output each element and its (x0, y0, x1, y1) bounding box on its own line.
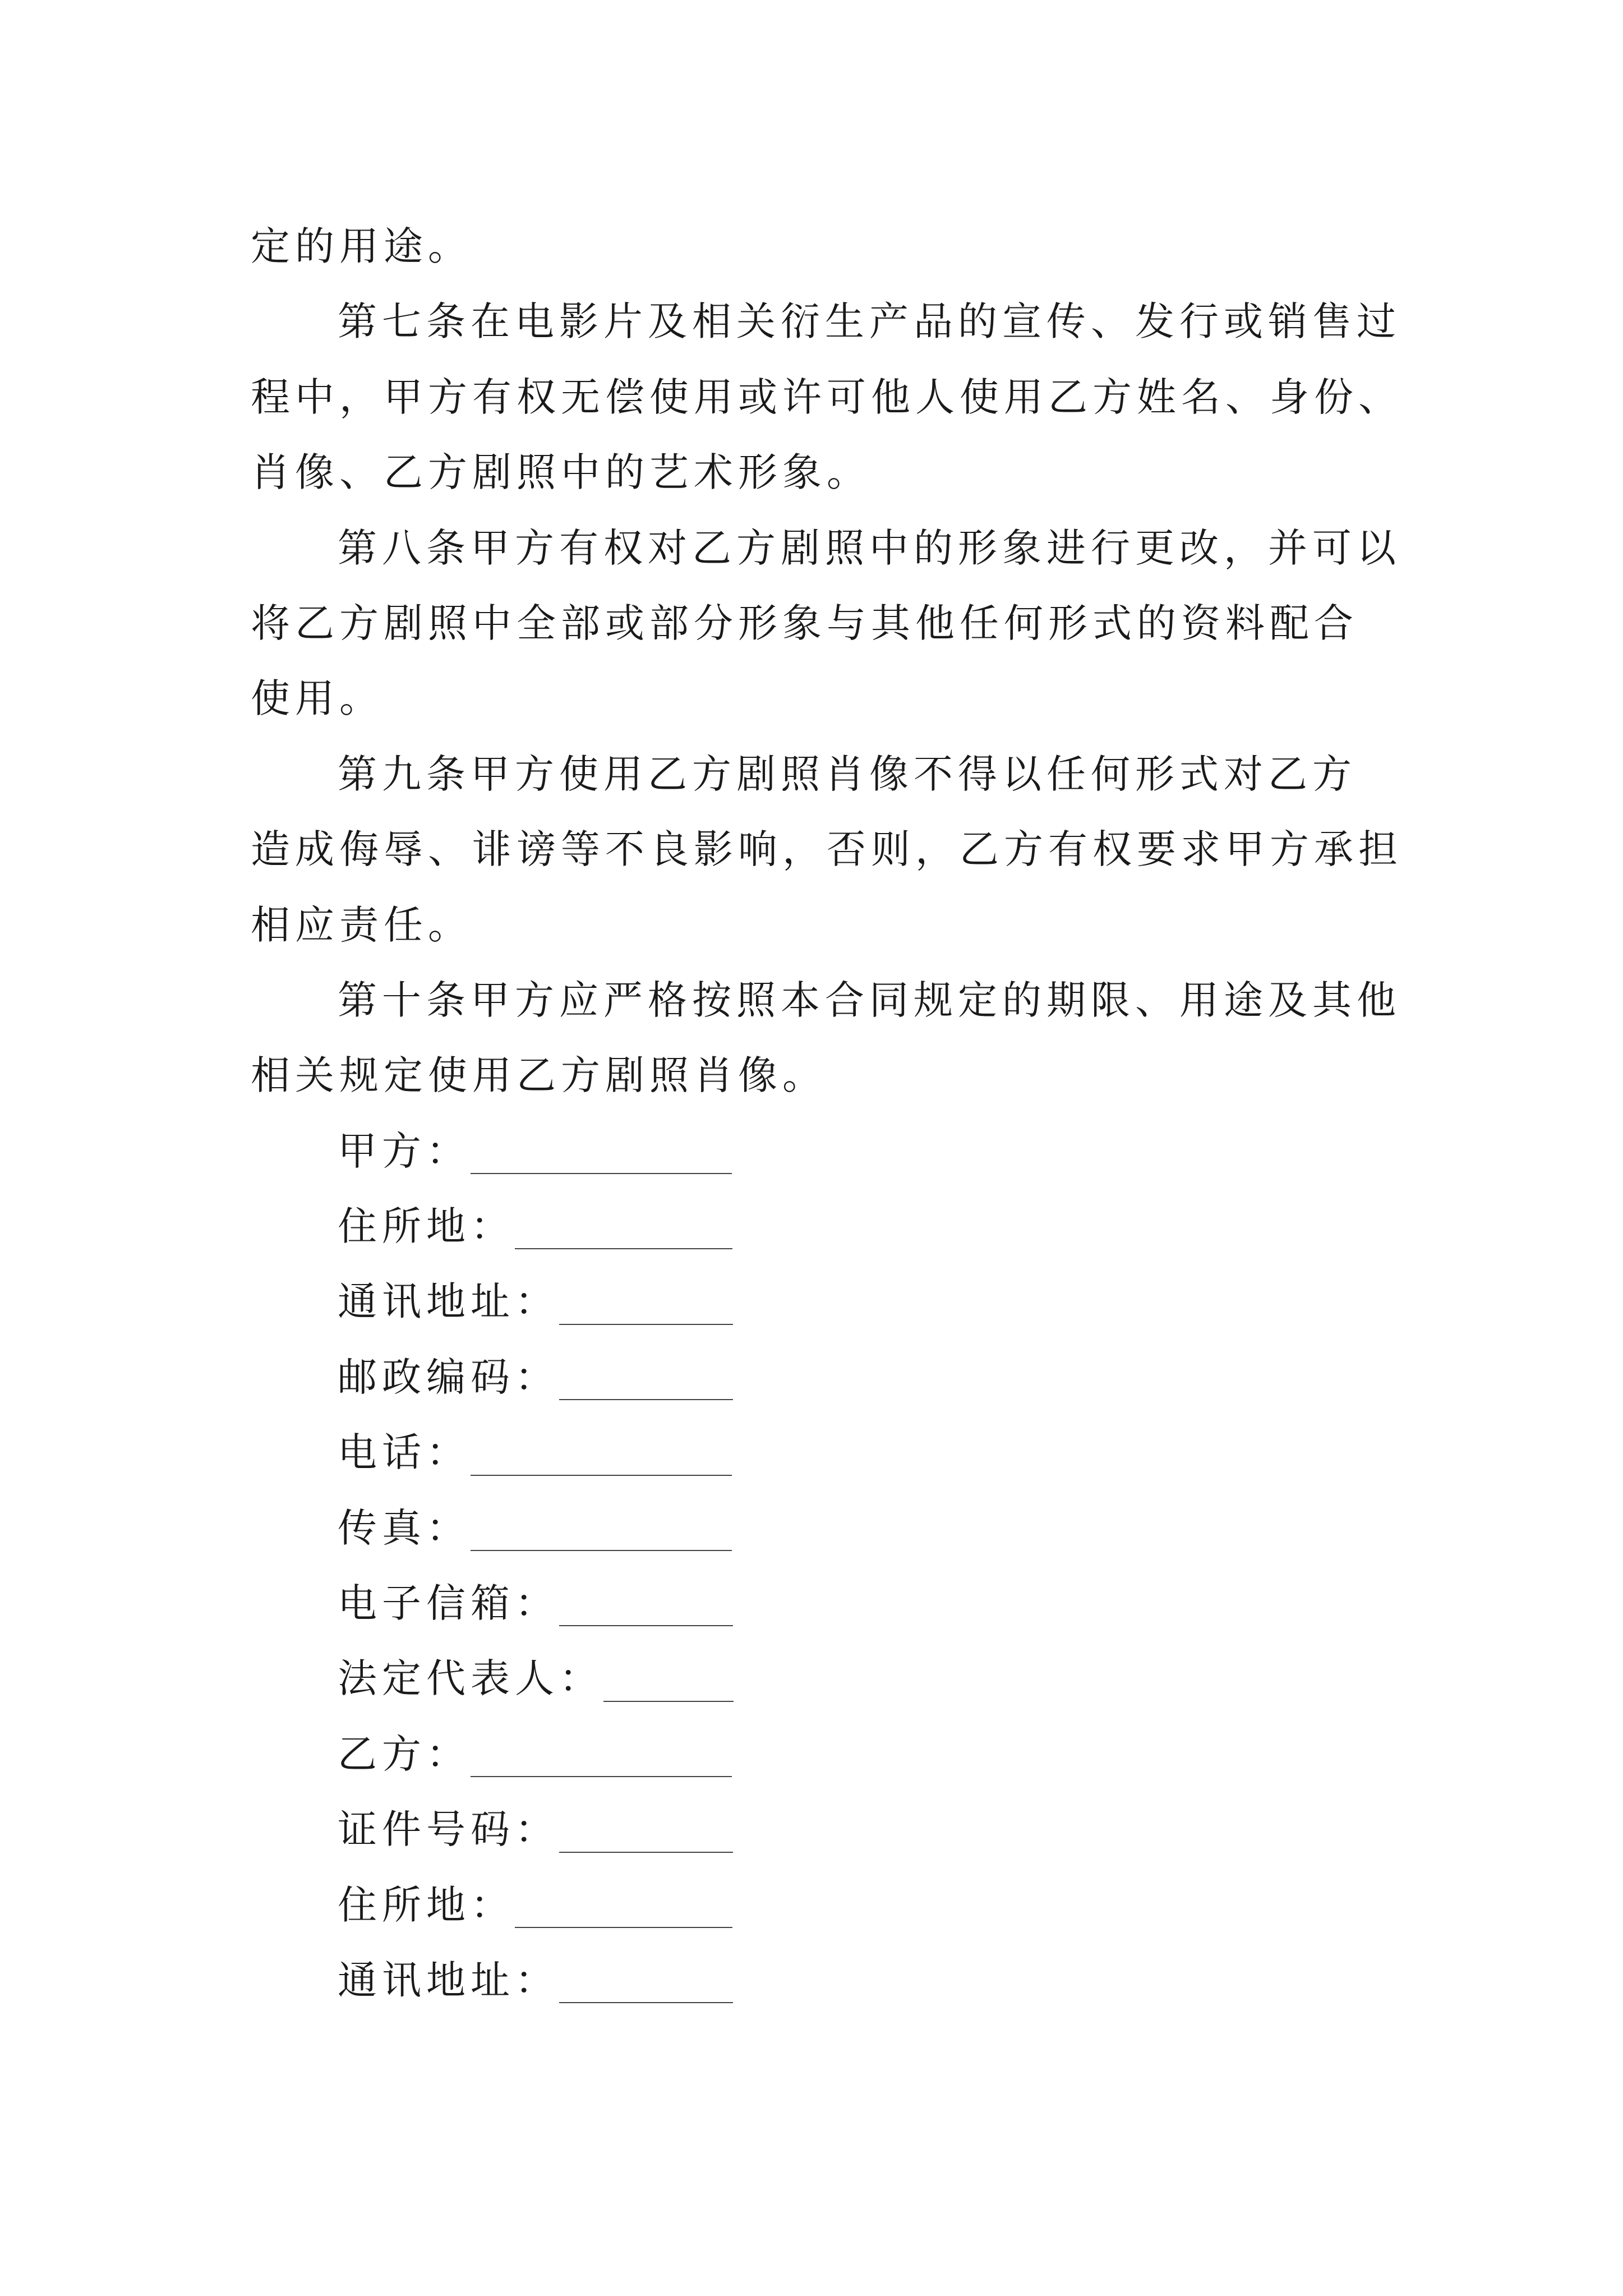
field-blank[interactable] (559, 1625, 733, 1626)
field-email (251, 1566, 1378, 1641)
field-mailing-address-b (251, 1943, 1378, 2018)
field-legal-representative (251, 1641, 1378, 1716)
field-blank[interactable] (559, 2002, 733, 2003)
field-postal-code (251, 1340, 1378, 1415)
field-blank[interactable] (471, 1550, 732, 1551)
paragraph-line: 第九条甲方使用乙方剧照肖像不得以任何形式对乙方 (338, 751, 1357, 797)
contract-text (251, 209, 1403, 2018)
field-blank[interactable] (471, 1475, 732, 1476)
field-blank[interactable] (559, 1399, 733, 1400)
field-phone (251, 1415, 1378, 1490)
paragraph-line: 相应责任。 (251, 901, 472, 948)
paragraph-line: 使用。 (251, 675, 384, 722)
field-fax (251, 1490, 1378, 1566)
paragraph-line: 将乙方剧照中全部或部分形象与其他任何形式的资料配合 (251, 600, 1358, 646)
paragraph-line: 第八条甲方有权对乙方剧照中的形象进行更改，并可以 (338, 524, 1401, 571)
field-label: 电子信箱： (338, 1580, 559, 1627)
field-party-a (251, 1114, 1378, 1189)
field-label: 乙方： (338, 1731, 471, 1777)
field-label: 住所地： (338, 1881, 515, 1928)
field-blank[interactable] (515, 1248, 732, 1249)
field-blank[interactable] (559, 1324, 733, 1325)
field-label: 邮政编码： (338, 1354, 559, 1400)
field-blank[interactable] (603, 1701, 734, 1702)
field-label: 证件号码： (338, 1806, 559, 1853)
field-label: 甲方： (338, 1128, 471, 1174)
field-mailing-address (251, 1264, 1378, 1339)
field-blank[interactable] (559, 1852, 733, 1853)
paragraph-line: 定的用途。 (251, 223, 472, 269)
field-label: 住所地： (338, 1203, 515, 1250)
field-label: 通讯地址： (338, 1278, 559, 1325)
field-domicile (251, 1189, 1378, 1264)
field-label: 通讯地址： (338, 1957, 559, 2003)
field-blank[interactable] (515, 1927, 732, 1928)
paragraph-line: 造成侮辱、诽谤等不良影响，否则，乙方有权要求甲方承担 (251, 826, 1403, 873)
paragraph-line: 程中，甲方有权无偿使用或许可他人使用乙方姓名、身份、 (251, 374, 1403, 420)
field-label: 电话： (338, 1429, 471, 1476)
field-label: 法定代表人： (338, 1655, 603, 1702)
paragraph-line: 肖像、乙方剧照中的艺术形象。 (251, 449, 871, 496)
field-id-number (251, 1792, 1378, 1867)
paragraph-line: 第十条甲方应严格按照本合同规定的期限、用途及其他 (338, 977, 1401, 1023)
field-blank[interactable] (471, 1776, 732, 1777)
field-blank[interactable] (471, 1173, 732, 1174)
field-domicile-b (251, 1867, 1378, 1943)
paragraph-line: 第七条在电影片及相关衍生产品的宣传、发行或销售过 (338, 298, 1401, 345)
field-label: 传真： (338, 1504, 471, 1551)
field-party-b (251, 1717, 1378, 1792)
paragraph-line: 相关规定使用乙方剧照肖像。 (251, 1052, 827, 1099)
